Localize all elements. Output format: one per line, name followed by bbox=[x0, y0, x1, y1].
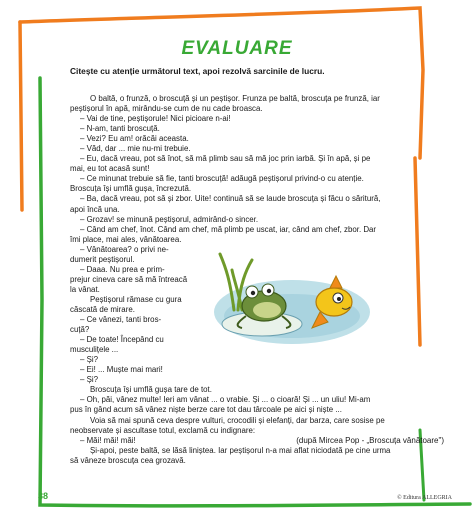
frog-belly bbox=[253, 302, 281, 318]
text-line: să vâneze broscuța cea grozavă. bbox=[70, 455, 186, 465]
text-line: neobservate și ascultase totul, exclamă cu indignare: bbox=[70, 425, 256, 435]
text-line: pus în gând acum să vânez niște berze care tot dau târcoale pe aici și niște ... bbox=[70, 405, 342, 415]
text-line: musculițele ... bbox=[70, 345, 119, 355]
text-line: prejur cineva care să mă întreacă bbox=[70, 274, 188, 284]
frog-and-fish-illustration bbox=[212, 240, 372, 350]
text-line: O baltă, o frunză, o broscuță și un peștișor. Frunza pe baltă, broscuța pe frunză, iar bbox=[90, 94, 380, 103]
frog-pupil-left bbox=[251, 291, 255, 295]
text-line: – Când am chef, înot. Când am chef, mă plimb pe uscat, iar, când am chef, zbor. Dar bbox=[80, 224, 377, 234]
text-line: – Ba, dacă vreau, pot să și zbor. Uite! continuă să se laude broscuța și făcu o săritură, bbox=[80, 194, 381, 204]
text-line: – Oh, păi, vânez multe! Ieri am vânat ... o vrabie. Și ... o cioară! Și ... un uliu! Mi-am bbox=[80, 395, 371, 405]
text-line: peștișorul în apă, mirându-se cum de nu cade broasca. bbox=[70, 104, 263, 114]
text-line: Broscuța își umflă gușa tare de tot. bbox=[90, 385, 212, 395]
text-line: Peștișorul rămase cu gura bbox=[90, 294, 182, 304]
text-line: – Vezi? Eu am! orăcăi aceasta. bbox=[80, 134, 189, 144]
text-line: – Vai de tine, peștișorule! Nici picioare n-ai! bbox=[80, 114, 231, 124]
text-line: – N-am, tanti broscuță. bbox=[80, 124, 160, 134]
text-line: – Și? bbox=[80, 375, 98, 385]
text-line: apoi încă una. bbox=[70, 204, 120, 214]
instruction-text: Citește cu atenție următorul text, apoi rezolvă sarcinile de lucru. bbox=[70, 66, 325, 76]
text-line: căscată de mirare. bbox=[70, 304, 135, 314]
text-line: – Și? bbox=[80, 355, 98, 365]
text-line: – Eu, dacă vreau, pot să înot, să mă plimb sau să mă joc prin iarbă. Și în apă, și pe bbox=[80, 154, 371, 164]
text-line: dumerit peștișorul. bbox=[70, 254, 135, 264]
page-number: 38 bbox=[38, 491, 49, 501]
text-line: – Ce vânezi, tanti bros- bbox=[80, 315, 162, 325]
text-line: – De toate! Începând cu bbox=[80, 335, 164, 345]
text-line: cuță? bbox=[70, 325, 90, 335]
page-title: EVALUARE bbox=[181, 38, 293, 59]
fish-body bbox=[316, 288, 352, 316]
text-line: – Ei! ... Muște mai mari! bbox=[80, 365, 163, 375]
publisher-credit: © Editura ALLEGRIA bbox=[397, 495, 452, 501]
text-line: Și-apoi, peste baltă, se lăsă liniștea. Iar peștișorul n-a mai aflat niciodată pe cine urma bbox=[90, 445, 391, 455]
text-line: – Vânătoarea? o privi ne- bbox=[80, 244, 169, 254]
text-line: mai, eu tot acasă sunt! bbox=[70, 164, 150, 174]
text-line: Broscuța își umflă gușa, încrezută. bbox=[70, 184, 192, 194]
frog-pupil-right bbox=[267, 289, 271, 293]
fish-fin bbox=[330, 276, 342, 288]
source-citation: (după Mircea Pop - „Broscuța vânătoare") bbox=[296, 436, 444, 445]
text-line: – Măi! măi! măi! bbox=[80, 435, 136, 445]
fish-pupil bbox=[337, 297, 341, 301]
text-line: – Ce minunat trebuie să fie, tanti broscuță! adăugă peștișorul privind-o cu atenție. bbox=[80, 174, 364, 184]
text-line: – Grozav! se minună peștișorul, admirând-o sincer. bbox=[80, 214, 259, 224]
text-line: îmi place, mai ales, vânătoarea. bbox=[70, 234, 182, 244]
text-line: la vânat. bbox=[70, 284, 100, 294]
text-line: – Daaa. Nu prea e prim- bbox=[80, 264, 165, 274]
text-line: – Văd, dar ... mie nu-mi trebuie. bbox=[80, 144, 191, 154]
text-line: Voia să mai spună ceva despre vulturi, crocodili și elefanți, dar barza, care sosise pe bbox=[90, 415, 385, 425]
